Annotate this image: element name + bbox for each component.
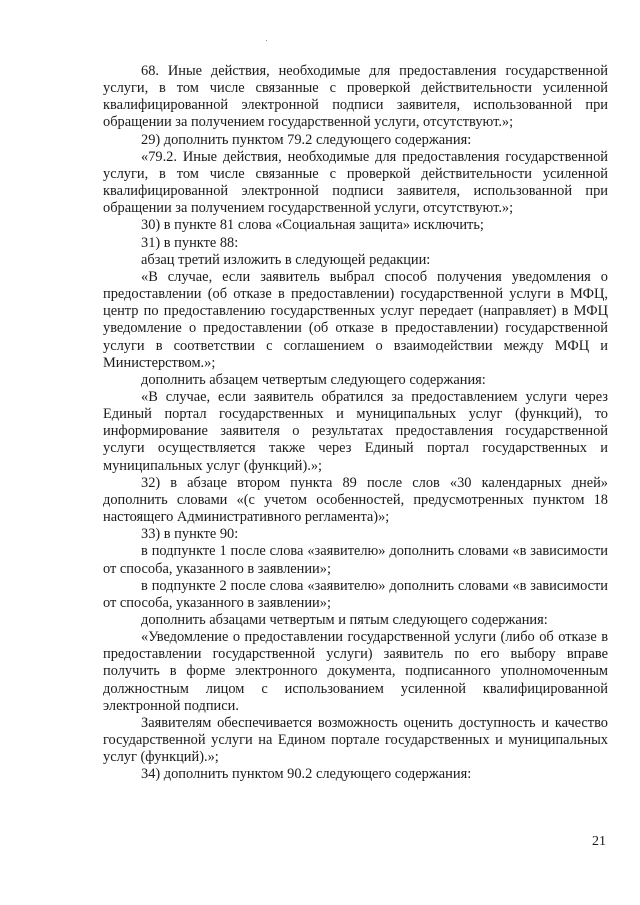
paragraph-item-32: 32) в абзаце втором пункта 89 после слов «30 календарных дней» дополнить словами «(с учетом особенностей, предусмотренных пунктом 18 настоящего Административного регламента)»; xyxy=(103,474,608,526)
paragraph-quote-mfc: «В случае, если заявитель выбрал способ получения уведомления о предоставлении (об отказе в предоставлении) государственной услуги в МФЦ, центр по предоставлению государственных услуг передает (направляет) в МФЦ уведомление о предоставлении (об отказе в предоставлении) государственной услуги в соответствии с соглашением о взаимодействии между МФЦ и Министерством.»; xyxy=(103,268,608,371)
paragraph-79-2: «79.2. Иные действия, необходимые для предоставления государственной услуги, в том числе связанные с проверкой действительности усиленной квалифицированной электронной подписи заявителя, использованной при обращении за получением государственной услуги, отсутствуют.»; xyxy=(103,148,608,217)
paragraph-subitem-2: в подпункте 2 после слова «заявителю» дополнить словами «в зависимости от способа, указанного в заявлении»; xyxy=(103,577,608,611)
paragraph-item-30: 30) в пункте 81 слова «Социальная защита» исключить; xyxy=(141,217,484,234)
paragraph-quote-ocenka: Заявителям обеспечивается возможность оценить доступность и качество государственной услуги на Едином портале государственных и муниципальных услуг (функций).»; xyxy=(103,714,608,766)
paragraph-subitem-1: в подпункте 1 после слова «заявителю» дополнить словами «в зависимости от способа, указанного в заявлении»; xyxy=(103,543,608,577)
paragraph-abzacy-4-5: дополнить абзацами четвертым и пятым следующего содержания: xyxy=(141,612,548,628)
paragraph-quote-uvedomlenie: «Уведомление о предоставлении государственной услуги (либо об отказе в предоставлении государственной услуги) заявитель по его выбору вправе получить в форме электронного документа, подписанного уполномоченным должностным лицом с использованием усиленной квалифицированной электронной подписи. xyxy=(103,629,608,714)
scan-speck xyxy=(266,40,267,41)
paragraph-item-29: 29) дополнить пунктом 79.2 следующего содержания: xyxy=(141,131,472,148)
paragraph-68: 68. Иные действия, необходимые для предоставления государственной услуги, в том числе связанные с проверкой действительности усиленной квалифицированной электронной подписи заявителя, использованной при обращении за получением государственной услуги, отсутствуют.»; xyxy=(103,63,608,131)
paragraph-quote-portal: «В случае, если заявитель обратился за предоставлением услуги через Единый портал государственных и муниципальных услуг (функций), то информирование заявителя о результатах предоставления государственной услуги осуществляется также через Единый портал государственных и муниципальных услуг (функций).»; xyxy=(103,388,608,474)
page-number: 21 xyxy=(592,834,606,849)
paragraph-abzac-chetvertyi: дополнить абзацем четвертым следующего содержания: xyxy=(141,371,486,388)
paragraph-item-33: 33) в пункте 90: xyxy=(141,526,239,543)
body-text xyxy=(103,63,608,784)
paragraph-item-34: 34) дополнить пунктом 90.2 следующего содержания: xyxy=(141,766,472,783)
paragraph-item-31: 31) в пункте 88: xyxy=(141,234,239,251)
paragraph-abzac-tretiy: абзац третий изложить в следующей редакции: xyxy=(141,251,431,268)
